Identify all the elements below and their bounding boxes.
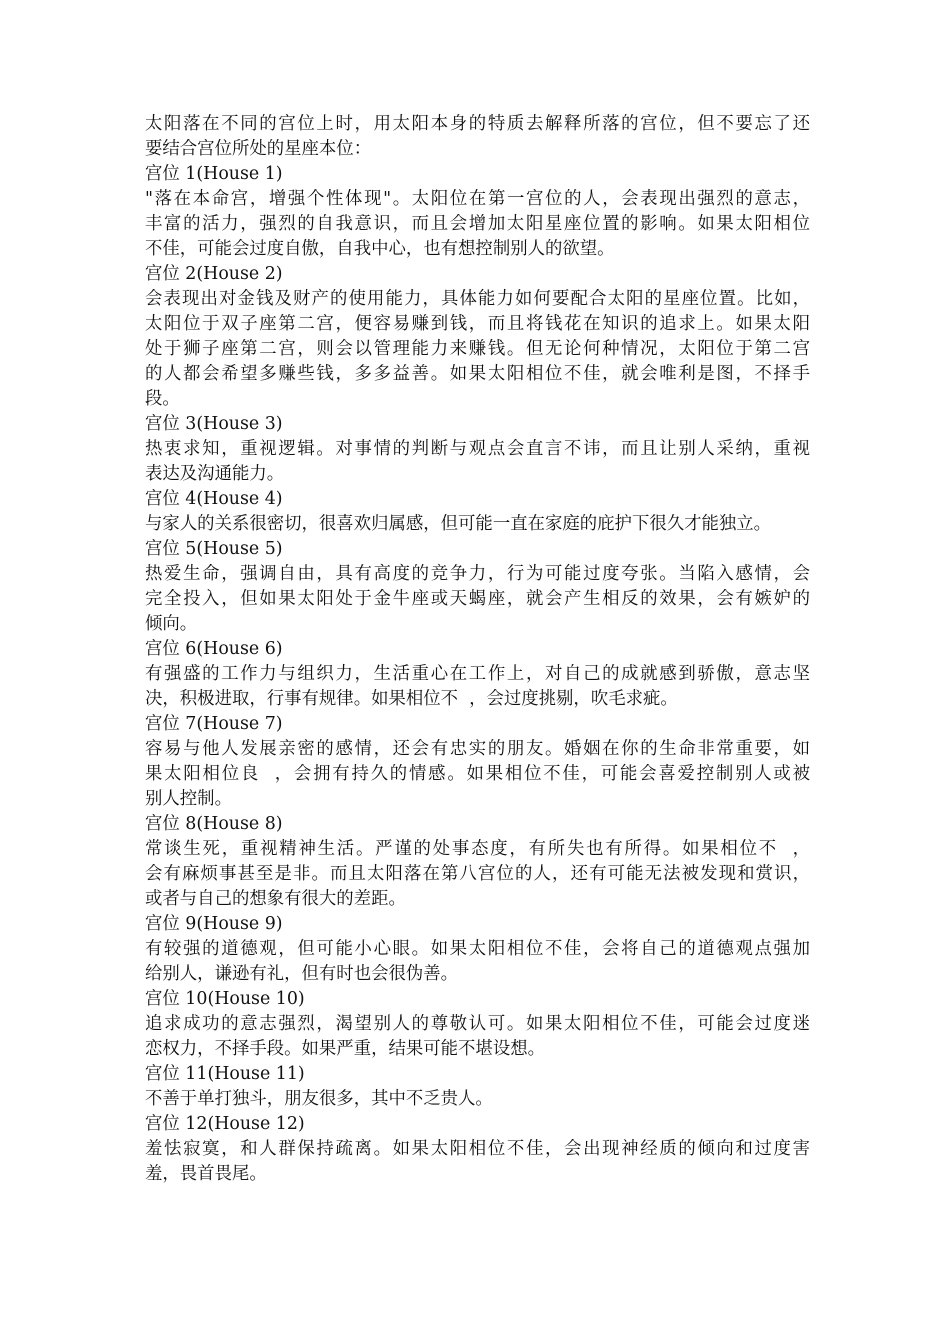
house-heading: 宫位 5(House 5) [145,539,283,559]
house-section-9 [145,912,810,987]
text-line: "落在本命宫，增强个性体现"。太阳位在第一宫位的人，会表现出强烈的意志， [145,189,810,209]
text-line: 太阳位于双子座第二宫，便容易赚到钱，而且将钱花在知识的追求上。如果太阳 [145,314,810,334]
house-heading: 宫位 10(House 10) [145,989,305,1009]
house-heading: 宫位 6(House 6) [145,639,283,659]
text-line: 有强盛的工作力与组织力，生活重心在工作上，对自己的成就感到骄傲，意志坚 [145,664,810,684]
house-section-1 [145,162,810,262]
house-heading: 宫位 8(House 8) [145,814,283,834]
text-line: 给别人，谦逊有礼，但有时也会很伪善。 [145,964,459,984]
text-line: 恋权力，不择手段。如果严重，结果可能不堪设想。 [145,1039,545,1059]
text-line: 段。 [145,389,180,409]
text-line: 会表现出对金钱及财产的使用能力，具体能力如何要配合太阳的星座位置。比如， [145,289,810,309]
house-section-6 [145,637,810,712]
text-line: 或者与自己的想象有很大的差距。 [145,889,406,909]
text-line: 完全投入，但如果太阳处于金牛座或天蝎座，就会产生相反的效果，会有嫉妒的 [145,589,810,609]
text-line: 会有麻烦事甚至是非。而且太阳落在第八宫位的人，还有可能无法被发现和赏识， [145,864,810,884]
house-section-11 [145,1062,810,1112]
house-heading: 宫位 9(House 9) [145,914,283,934]
house-heading: 宫位 2(House 2) [145,264,283,284]
text-line: 有较强的道德观，但可能小心眼。如果太阳相位不佳，会将自己的道德观点强加 [145,939,810,959]
house-section-4 [145,487,810,537]
text-line: 不善于单打独斗，朋友很多，其中不乏贵人。 [145,1089,493,1109]
house-heading: 宫位 4(House 4) [145,489,283,509]
house-heading: 宫位 11(House 11) [145,1064,305,1084]
text-line: 羞，畏首畏尾。 [145,1164,267,1184]
house-section-3 [145,412,810,487]
house-heading: 宫位 3(House 3) [145,414,283,434]
house-section-5 [145,537,810,637]
house-heading: 宫位 7(House 7) [145,714,283,734]
text-line: 容易与他人发展亲密的感情，还会有忠实的朋友。婚姻在你的生命非常重要，如 [145,739,810,759]
text-line: 果太阳相位良 ，会拥有持久的情感。如果相位不佳，可能会喜爱控制别人或被 [145,764,810,784]
text-line: 要结合宫位所处的星座本位： [145,139,372,159]
document-page [145,112,810,1187]
text-line: 常谈生死，重视精神生活。严谨的处事态度，有所失也有所得。如果相位不 ， [145,839,810,859]
text-line: 不佳，可能会过度自傲，自我中心，也有想控制别人的欲望。 [145,239,615,259]
text-line: 与家人的关系很密切，很喜欢归属感，但可能一直在家庭的庇护下很久才能独立。 [145,514,772,534]
text-line: 太阳落在不同的宫位上时，用太阳本身的特质去解释所落的宫位，但不要忘了还 [145,114,810,134]
text-line: 别人控制。 [145,789,232,809]
house-section-12 [145,1112,810,1187]
text-line: 热衷求知，重视逻辑。对事情的判断与观点会直言不讳，而且让别人采纳，重视 [145,439,810,459]
house-section-7 [145,712,810,812]
house-heading: 宫位 12(House 12) [145,1114,305,1134]
text-line: 的人都会希望多赚些钱，多多益善。如果太阳相位不佳，就会唯利是图，不择手 [145,364,810,384]
text-line: 丰富的活力，强烈的自我意识，而且会增加太阳星座位置的影响。如果太阳相位 [145,214,810,234]
house-section-8 [145,812,810,912]
text-line: 决，积极进取，行事有规律。如果相位不 ，会过度挑剔，吹毛求疵。 [145,689,678,709]
house-section-10 [145,987,810,1062]
house-heading: 宫位 1(House 1) [145,164,283,184]
text-line: 倾向。 [145,614,198,634]
intro-paragraph [145,112,810,162]
text-line: 追求成功的意志强烈，渴望别人的尊敬认可。如果太阳相位不佳，可能会过度迷 [145,1014,810,1034]
house-section-2 [145,262,810,412]
text-line: 羞怯寂寞，和人群保持疏离。如果太阳相位不佳，会出现神经质的倾向和过度害 [145,1139,810,1159]
text-line: 表达及沟通能力。 [145,464,285,484]
text-line: 处于狮子座第二宫，则会以管理能力来赚钱。但无论何种情况，太阳位于第二宫 [145,339,810,359]
text-line: 热爱生命，强调自由，具有高度的竞争力，行为可能过度夸张。当陷入感情，会 [145,564,810,584]
